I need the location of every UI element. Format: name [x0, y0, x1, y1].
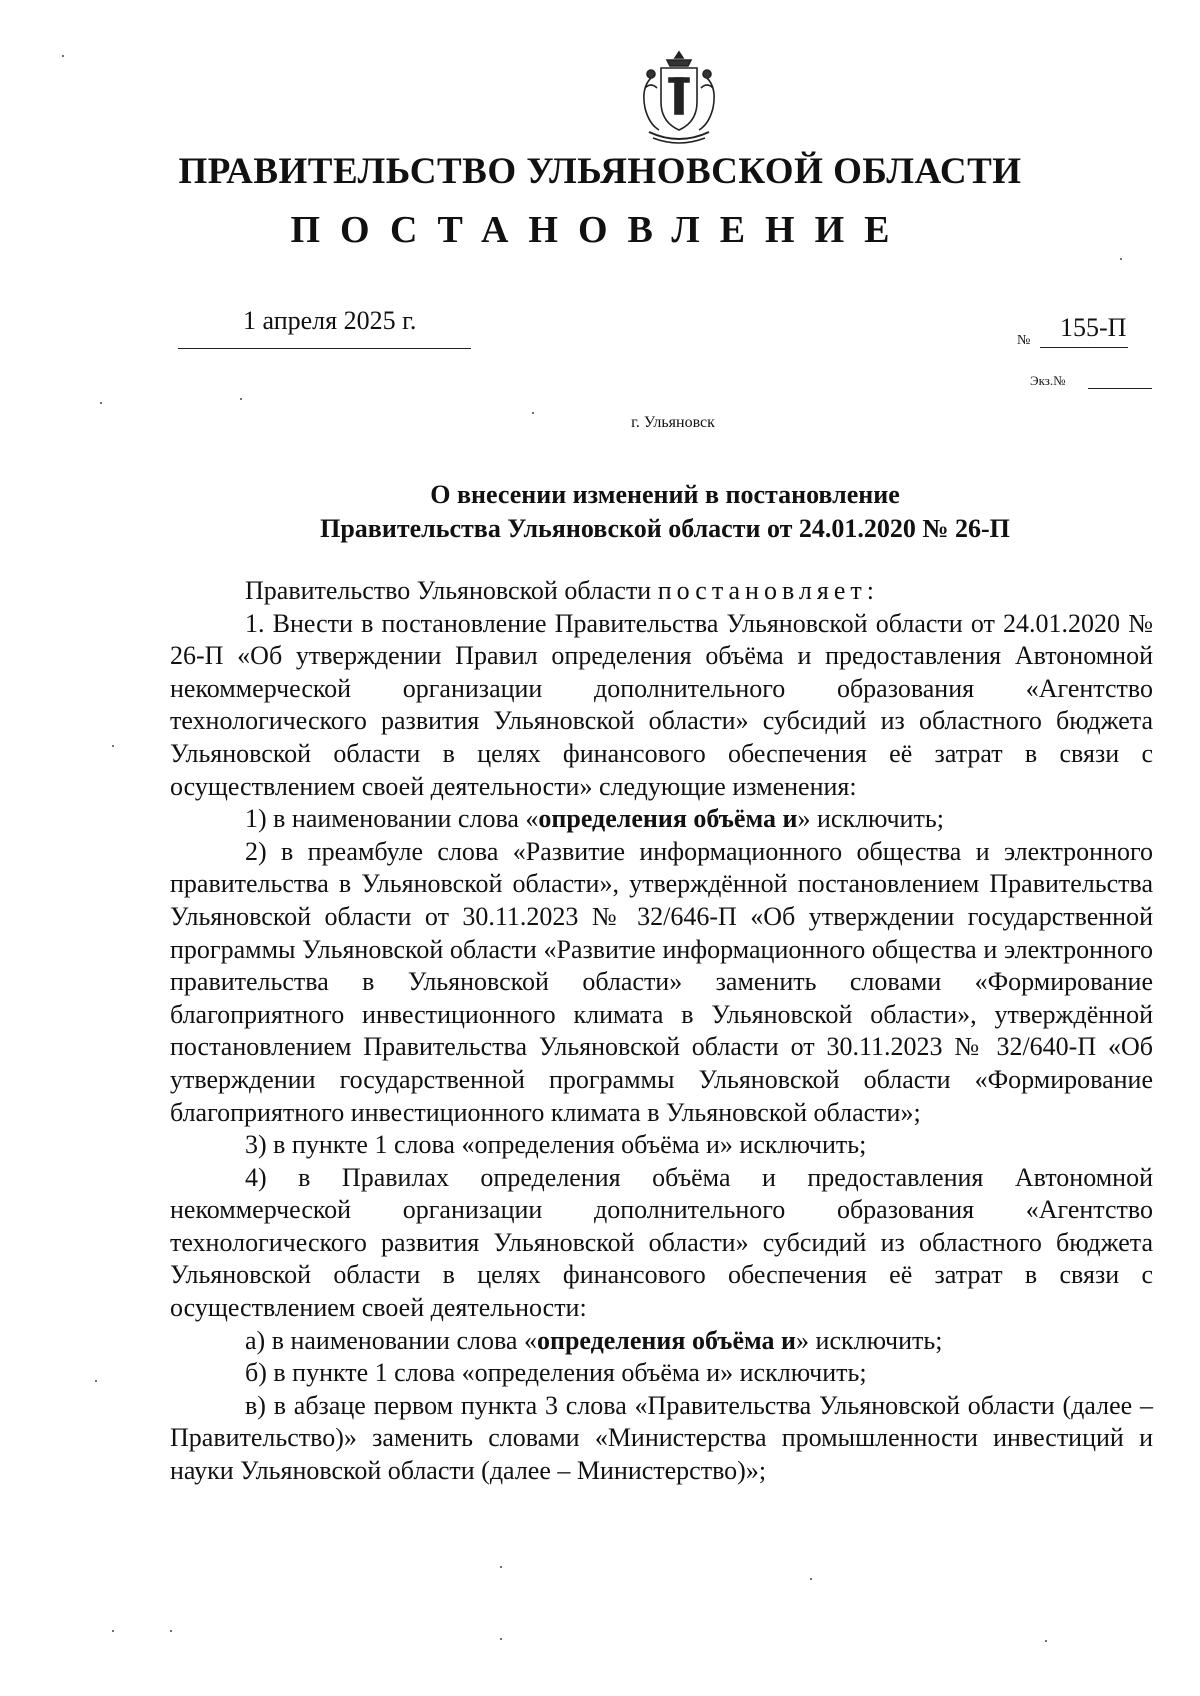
- coat-of-arms-icon: [631, 48, 727, 148]
- p6-end: » исключить;: [796, 1325, 943, 1355]
- scan-speck: [112, 745, 114, 747]
- paragraph-b: б) в пункте 1 слова «определения объёма и» исключить;: [245, 1358, 867, 1388]
- scan-speck: [240, 398, 242, 400]
- scan-speck: [112, 1630, 114, 1632]
- paragraph-1-4: 4) в Правилах определения объёма и предоставления Автономной некоммерческой организации дополнительного образования «Агентство технологического развития Ульяновской области» субсидий из областного бюджета Ульяновской области в целях финансового обеспечения её затрат в связи с осуществлением своей деятельности:: [170, 1162, 1153, 1323]
- scan-speck: [1045, 1640, 1047, 1642]
- document-body: [170, 575, 1153, 1488]
- number-label: №: [1017, 333, 1031, 348]
- scan-speck: [95, 1380, 97, 1382]
- heading-line-2: Правительства Ульяновской области от 24.01.2020 № 26-П: [320, 514, 1010, 543]
- p6-bold: определения объёма и: [536, 1325, 797, 1355]
- scan-speck: [170, 1630, 172, 1632]
- scan-speck: [810, 1578, 812, 1580]
- preamble-text: Правительство Ульяновской области: [245, 576, 658, 605]
- document-date: 1 апреля 2025 г.: [243, 306, 417, 335]
- number-underline: [1040, 347, 1128, 348]
- scan-speck: [500, 1638, 502, 1640]
- scan-speck: [532, 412, 534, 414]
- scan-speck: [100, 402, 102, 404]
- paragraph-1: 1. Внести в постановление Правительства Ульяновской области от 24.01.2020 № 26-П «Об утверждении Правил определения объёма и предоставления Автономной некоммерческой организации дополнительного образования «Агентство технологического развития Ульяновской области» субсидий из областного бюджета Ульяновской области в целях финансового обеспечения её затрат в связи с осуществлением своей деятельности» следующие изменения:: [170, 608, 1153, 801]
- paragraph-preamble: [170, 575, 1153, 608]
- p2-start: 1) в наименовании слова «: [245, 804, 539, 834]
- paragraph-v: в) в абзаце первом пункта 3 слова «Правительства Ульяновской области (далее – Правительство)» заменить словами «Министерства промышленности инвестиций и науки Ульяновской области (далее – Министерство)»;: [170, 1390, 1153, 1486]
- copy-underline: [1088, 388, 1152, 389]
- preamble-verb: постановляет:: [657, 576, 879, 605]
- paragraph-a: [170, 1325, 1153, 1358]
- scan-speck: [62, 55, 64, 57]
- scan-speck: [500, 1566, 502, 1568]
- p6-start: а) в наименовании слова «: [245, 1325, 537, 1355]
- city: г. Ульяновск: [631, 414, 715, 431]
- copy-label: Экз.№: [1030, 373, 1066, 388]
- paragraph-1-1: [170, 803, 1153, 836]
- document-heading: [0, 478, 1200, 546]
- paragraph-1-2: 2) в преамбуле слова «Развитие информационного общества и электронного правительства в Ульяновской области», утверждённой постановлением Правительства Ульяновской области от 30.11.2023 № 32/646-П «Об утверждении государственной программы Ульяновской области «Развитие информационного общества и электронного правительства в Ульяновской области» заменить словами «Формирование благоприятного инвестиционного климата в Ульяновской области», утверждённой постановлением Правительства Ульяновской области от 30.11.2023 № 32/640-П «Об утверждении государственной программы Ульяновской области «Формирование благоприятного инвестиционного климата в Ульяновской области»;: [170, 836, 1153, 1127]
- document-type: ПОСТАНОВЛЕНИЕ: [290, 209, 910, 251]
- heading-line-1: О внесении изменений в постановление: [430, 480, 900, 509]
- paragraph-1-3: 3) в пункте 1 слова «определения объёма и» исключить;: [245, 1130, 867, 1160]
- p2-bold: определения объёма и: [538, 804, 798, 834]
- date-underline: [178, 348, 471, 349]
- p2-end: » исключить;: [797, 804, 944, 834]
- scan-speck: [1120, 258, 1122, 260]
- document-number: 155-П: [1060, 313, 1127, 342]
- government-title: ПРАВИТЕЛЬСТВО УЛЬЯНОВСКОЙ ОБЛАСТИ: [178, 151, 1022, 192]
